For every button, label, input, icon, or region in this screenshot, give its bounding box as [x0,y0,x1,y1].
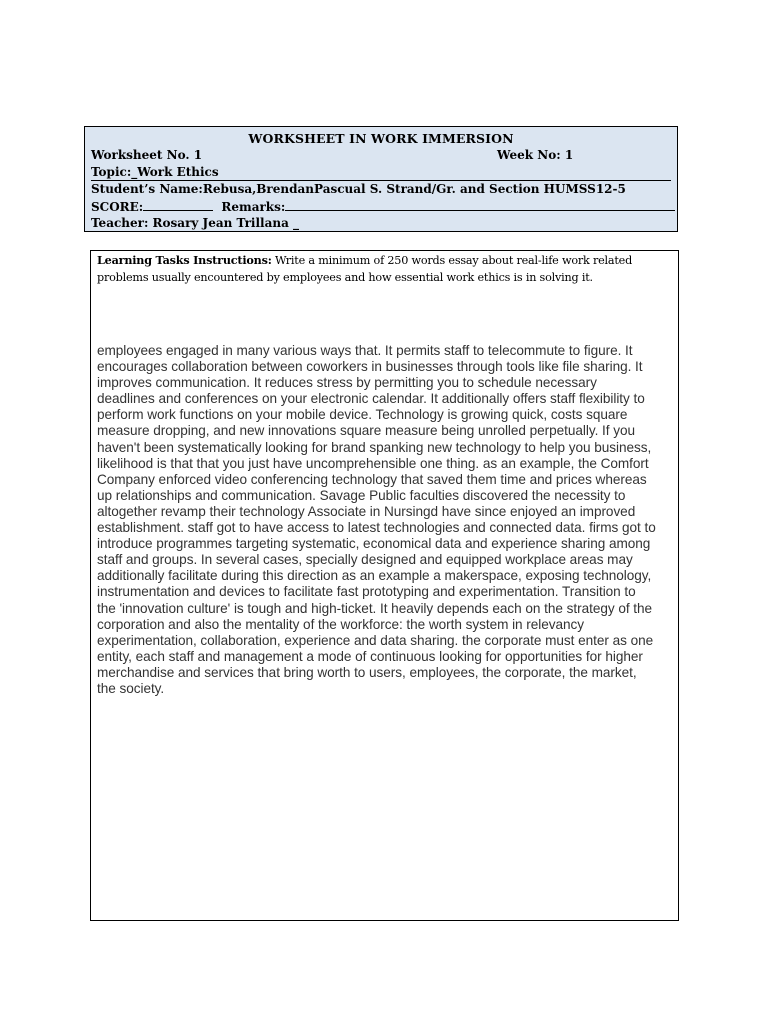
student-name-line: Student’s Name:Rebusa,BrendanPascual S. Strand/Gr. and Section HUMSS12-5 [91,182,626,196]
topic-value: _Work Ethics [131,165,219,179]
essay-line: establishment. staff got to have access to latest technologies and connected data. firms got to [97,520,656,536]
score-label: SCORE: [91,200,144,214]
teacher-row [91,215,671,232]
essay-line: haven't been systematically looking for brand spanking new technology to help you business, [97,439,652,455]
essay-line: introduce programmes targeting systematic, economical data and experience sharing among [97,536,651,552]
essay-line: staff and groups. In several cases, specially designed and equipped workplace areas may [97,552,633,568]
worksheet-header [84,126,678,232]
essay-line: corporation and also the mentality of the workforce: the worth system in relevancy [97,616,585,632]
essay-line: experimentation, collaboration, experience and data sharing. the corporate must enter as one [97,632,654,648]
essay-line: measure dropping, and new innovations square measure being unrolled perpetually. If you [97,423,635,439]
essay-line: the society. [97,680,165,696]
remarks-label: Remarks: [221,200,286,214]
essay-line: deadlines and conferences on your electronic calendar. It additionally offers staff flexibility to [97,391,645,407]
student-name-row [91,181,671,198]
worksheet-week-row [91,147,671,164]
instructions-label: Learning Tasks Instructions: [97,253,272,267]
essay-line: employees engaged in many various ways that. It permits staff to telecommute to figure. It [97,343,633,358]
essay-line: perform work functions on your mobile device. Technology is growing quick, costs square [97,407,628,423]
essay-line: merchandise and services that bring worth to users, employees, the corporate, the market, [97,664,637,680]
instructions [97,252,671,286]
score-row [91,198,671,215]
topic-label: Topic: [91,165,132,179]
essay-line: instrumentation and devices to facilitate fast prototyping and experimentation. Transition to [97,584,636,600]
essay-line: Company enforced video conferencing technology that saved them time and prices whereas [97,471,647,487]
worksheet-number: Worksheet No. 1 [91,148,203,162]
essay-line: improves communication. It reduces stress by permitting you to schedule necessary [97,375,597,391]
essay-line: entity, each staff and management a mode of continuous looking for opportunities for higher [97,648,643,664]
essay-line: encourages collaboration between coworkers in businesses through tools like file sharing. It [97,359,643,375]
essay-line: additionally facilitate during this direction as an example a makerspace, exposing technology, [97,568,652,584]
topic-row [91,164,671,181]
week-number: Week No: 1 [497,148,574,162]
instructions-text: Write a minimum of 250 words essay about real-life work related problems usually encountered by employees and how essential work ethics is in solving it. [97,254,633,284]
essay-line: likelihood is that that you just have uncomprehensible one thing. as an example, the Comfort [97,455,649,471]
score-blank [143,198,213,211]
remarks-blank [285,198,675,211]
essay-line: up relationships and communication. Savage Public faculties discovered the necessity to [97,487,626,503]
worksheet-title: WORKSHEET IN WORK IMMERSION [248,131,514,146]
essay-line: altogether revamp their technology Associate in Nursingd have since enjoyed an improved [97,503,636,519]
essay-text [97,343,675,697]
teacher-line: Teacher: Rosary Jean Trillana _ [91,216,300,230]
essay-box [90,250,679,921]
essay-line: the 'innovation culture' is tough and high-ticket. It heavily depends each on the strategy of the [97,600,653,616]
